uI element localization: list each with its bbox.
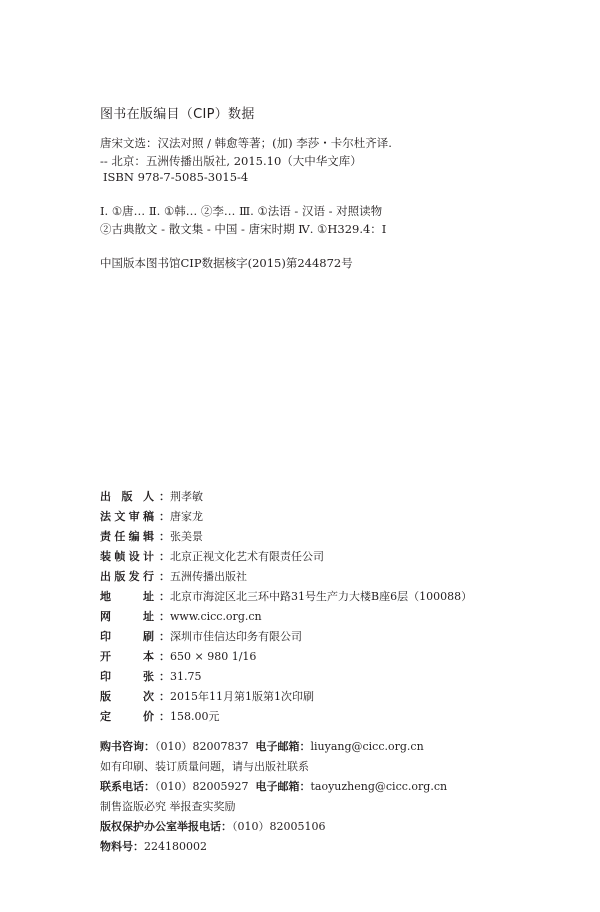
credit-label: 印刷 — [100, 630, 154, 643]
credit-label: 定价 — [100, 710, 154, 723]
purchase-email-link: liuyang@cicc.org.cn — [310, 740, 424, 753]
credit-value: 深圳市佳信达印务有限公司 — [170, 630, 302, 643]
credit-row: 地址 ： 北京市海淀区北三环中路31号生产力大楼B座6层（100088） — [100, 590, 473, 603]
credit-row: 开本 ： 650 × 980 1/16 — [100, 650, 257, 663]
credit-value: www.cicc.org.cn — [170, 610, 262, 623]
cip-line-2: -- 北京：五洲传播出版社, 2015.10（大中华文库） — [100, 154, 362, 168]
credit-label: 开本 — [100, 650, 154, 663]
cip-classification-2: ②古典散文 - 散文集 - 中国 - 唐宋时期 Ⅳ. ①H329.4：I — [100, 222, 387, 236]
credit-value: 650 × 980 1/16 — [170, 650, 257, 663]
credit-label: 版次 — [100, 690, 154, 703]
credit-value: 张美景 — [170, 530, 203, 543]
purchase-inquiry: 购书咨询：（010）82007837 电子邮箱：liuyang@cicc.org.cn — [100, 740, 424, 753]
credit-label: 装帧设计 — [100, 550, 154, 563]
credit-label: 出 版 人 — [100, 490, 154, 503]
credit-label: 网址 — [100, 610, 154, 623]
cip-isbn: ISBN 978-7-5085-3015-4 — [103, 170, 249, 184]
quality-note: 如有印刷、装订质量问题，请与出版社联系 — [100, 760, 309, 773]
credit-value: 北京正视文化艺术有限责任公司 — [170, 550, 324, 563]
credit-row: 印刷 ： 深圳市佳信达印务有限公司 — [100, 630, 302, 643]
credit-value: 31.75 — [170, 670, 202, 683]
credit-row: 装帧设计 ： 北京正视文化艺术有限责任公司 — [100, 550, 324, 563]
credit-value: 2015年11月第1版第1次印刷 — [170, 690, 314, 703]
credit-value: 北京市海淀区北三环中路31号生产力大楼B座6层（100088） — [170, 590, 473, 603]
item-number: 物料号：224180002 — [100, 840, 207, 853]
credit-label: 责任编辑 — [100, 530, 154, 543]
credit-value: 荆孝敏 — [170, 490, 203, 503]
cip-title: 图书在版编目（CIP）数据 — [100, 107, 255, 122]
credit-row: 版次 ： 2015年11月第1版第1次印刷 — [100, 690, 314, 703]
credit-row: 网址 ： www.cicc.org.cn — [100, 610, 262, 623]
credit-value: 五洲传播出版社 — [170, 570, 247, 583]
credit-row: 定价 ： 158.00元 — [100, 710, 220, 723]
credit-row: 出版发行 ： 五洲传播出版社 — [100, 570, 247, 583]
credit-value: 唐家龙 — [170, 510, 203, 523]
cip-classification-1: Ⅰ. ①唐… Ⅱ. ①韩… ②李… Ⅲ. ①法语 - 汉语 - 对照读物 — [100, 204, 383, 218]
credit-row: 责任编辑 ： 张美景 — [100, 530, 203, 543]
credit-value: 158.00元 — [170, 710, 220, 723]
credit-label: 法文审稿 — [100, 510, 154, 523]
contact-email-link: taoyuzheng@cicc.org.cn — [310, 780, 448, 793]
report-hotline: 版权保护办公室举报电话：（010）82005106 — [100, 820, 326, 833]
piracy-note: 制售盗版必究 举报查实奖励 — [100, 800, 236, 813]
credit-label: 出版发行 — [100, 570, 154, 583]
credit-label: 印张 — [100, 670, 154, 683]
credit-row: 法文审稿 ： 唐家龙 — [100, 510, 203, 523]
cip-core-number: 中国版本图书馆CIP数据核字(2015)第244872号 — [100, 256, 353, 270]
credit-label: 地址 — [100, 590, 154, 603]
credit-row: 出 版 人 ： 荆孝敏 — [100, 490, 203, 503]
contact-phone: 联系电话：（010）82005927 电子邮箱：taoyuzheng@cicc.org.cn — [100, 780, 448, 793]
credit-row: 印张 ： 31.75 — [100, 670, 202, 683]
cip-line-1: 唐宋文选：汉法对照 / 韩愈等著；(加) 李莎・卡尔杜齐译. — [100, 136, 392, 150]
